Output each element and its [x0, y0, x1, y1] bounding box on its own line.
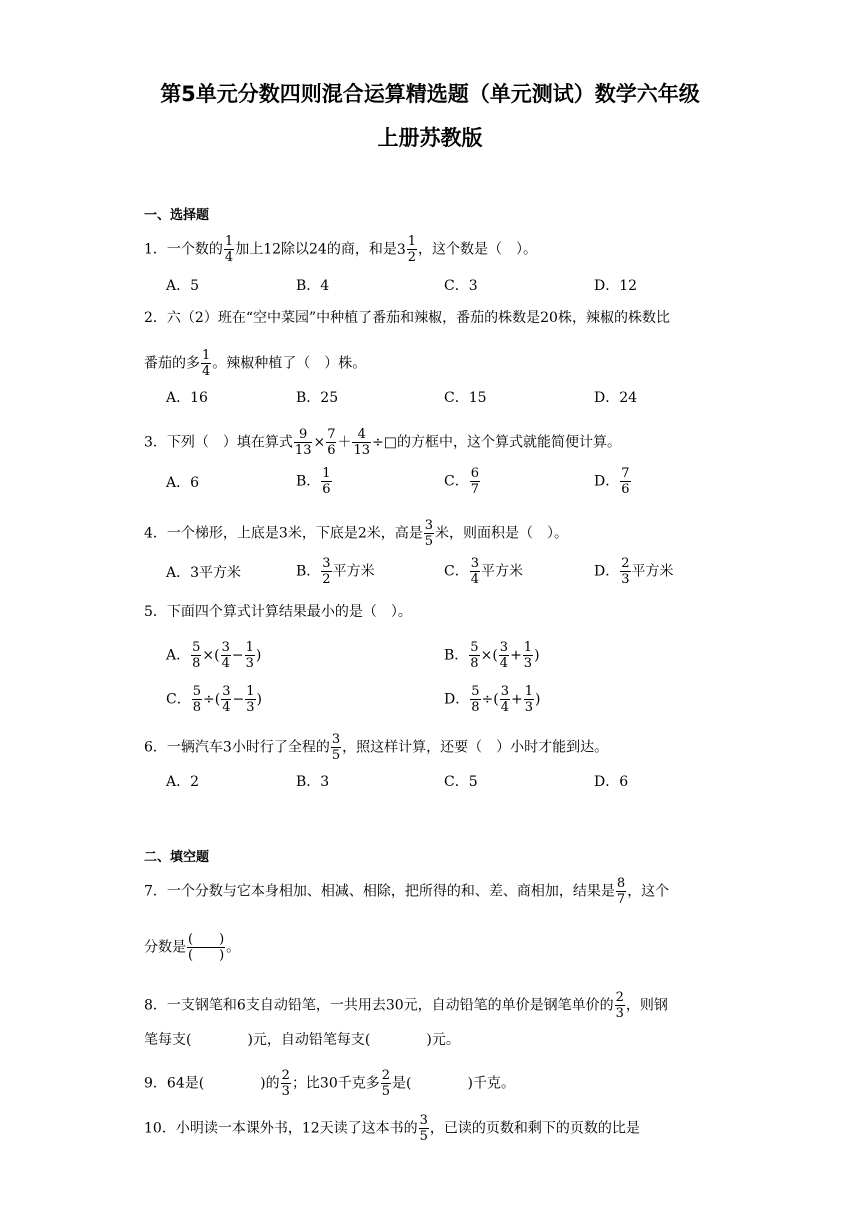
page-title-line2: 上册苏教版 — [377, 126, 483, 150]
option-b: B． $\frac{1}{6}$ — [296, 466, 331, 497]
question-2: 2．六（2）班在“空中菜园”中种植了番茄和辣椒，番茄的株数是20株，辣椒的株数比 — [144, 310, 670, 326]
option-d: D．6 — [594, 774, 629, 790]
option-a: A．5 — [166, 278, 200, 294]
question-7: 7．一个分数与它本身相加、相减、相除，把所得的和、差、商相加，结果是 $\frac{8}{7}$ ，这个 — [144, 876, 670, 907]
question-2-line2: 番茄的多 $\frac{1}{4}$ 。辣椒种植了（ ）株。 — [144, 348, 367, 379]
option-b: B． $\frac{3}{2}$ 平方米 — [296, 556, 375, 587]
option-b: B．25 — [296, 390, 339, 406]
option-d: D． $\frac{2}{3}$ 平方米 — [594, 556, 674, 587]
option-c: C． $\frac{6}{7}$ — [444, 466, 479, 497]
option-d: D．24 — [594, 390, 638, 406]
answer-blank: $\frac{( )}{( )}$ — [188, 932, 225, 963]
question-3: 3．下列（ ）填在算式 $\frac{9}{13}$ × $\frac{7}{6}$ ＋ $\frac{4}{13}$ ÷□的方框中，这个算式就能简便计算。 — [144, 427, 621, 458]
question-10: 10．小明读一本课外书，12天读了这本书的 $\frac{3}{5}$ ，已读的页数和剩下的页数的比是 — [144, 1113, 640, 1144]
question-6: 6．一辆汽车3小时行了全程的 $\frac{3}{5}$ ，照这样计算，还要（ ）小时才能到达。 — [144, 732, 609, 763]
mixed-number: 3 $\frac{1}{2}$ — [396, 234, 417, 265]
option-b: B．4 — [296, 278, 330, 294]
question-7-line2: 分数是 $\frac{( )}{( )}$ 。 — [144, 932, 241, 963]
option-c: C．3 — [444, 278, 478, 294]
question-8-line2: 笔每支( )元，自动铅笔每支( )元。 — [144, 1032, 460, 1048]
option-d: D． $\frac{5}{8}$ ÷( $\frac{3}{4}$ + $\frac{1}{3}$ ) — [444, 684, 541, 715]
option-d: D．12 — [594, 278, 638, 294]
option-a: A．16 — [166, 390, 208, 406]
option-b: B． $\frac{5}{8}$ ×( $\frac{3}{4}$ + $\frac{1}{3}$ ) — [444, 640, 540, 671]
option-a: A．2 — [166, 774, 200, 790]
option-c: C．15 — [444, 390, 487, 406]
option-c: C． $\frac{5}{8}$ ÷( $\frac{3}{4}$ − $\frac{1}{3}$ ) — [166, 684, 262, 715]
fraction: $\frac{1}{4}$ — [224, 234, 234, 265]
question-1: 1．一个数的 $\frac{1}{4}$ 加上12除以24的商，和是 3 $\frac{1}{2}$ ，这个数是（ ）。 — [144, 234, 538, 265]
option-a: A．6 — [166, 475, 200, 491]
option-a: A．3平方米 — [166, 565, 242, 581]
section-heading-choice: 一、选择题 — [144, 208, 210, 223]
question-4: 4．一个梯形，上底是3米，下底是2米，高是 $\frac{3}{5}$ 米，则面积是（ ）。 — [144, 518, 569, 549]
option-a: A． $\frac{5}{8}$ ×( $\frac{3}{4}$ − $\frac{1}{3}$ ) — [166, 640, 262, 671]
question-9: 9．64是( )的 $\frac{2}{3}$ ；比30千克多 $\frac{2}{5}$ 是( )千克。 — [144, 1068, 515, 1099]
section-heading-fill: 二、填空题 — [144, 850, 210, 865]
question-8: 8．一支钢笔和6支自动铅笔，一共用去30元，自动铅笔的单价是钢笔单价的 $\frac{2}{3}$ ，则钢 — [144, 990, 668, 1021]
option-c: C． $\frac{3}{4}$ 平方米 — [444, 556, 523, 587]
page-title-line1: 第5单元分数四则混合运算精选题（单元测试）数学六年级 — [160, 82, 700, 106]
option-d: D． $\frac{7}{6}$ — [594, 466, 630, 497]
question-5: 5．下面四个算式计算结果最小的是（ ）。 — [144, 604, 412, 620]
option-c: C．5 — [444, 774, 478, 790]
option-b: B．3 — [296, 774, 330, 790]
